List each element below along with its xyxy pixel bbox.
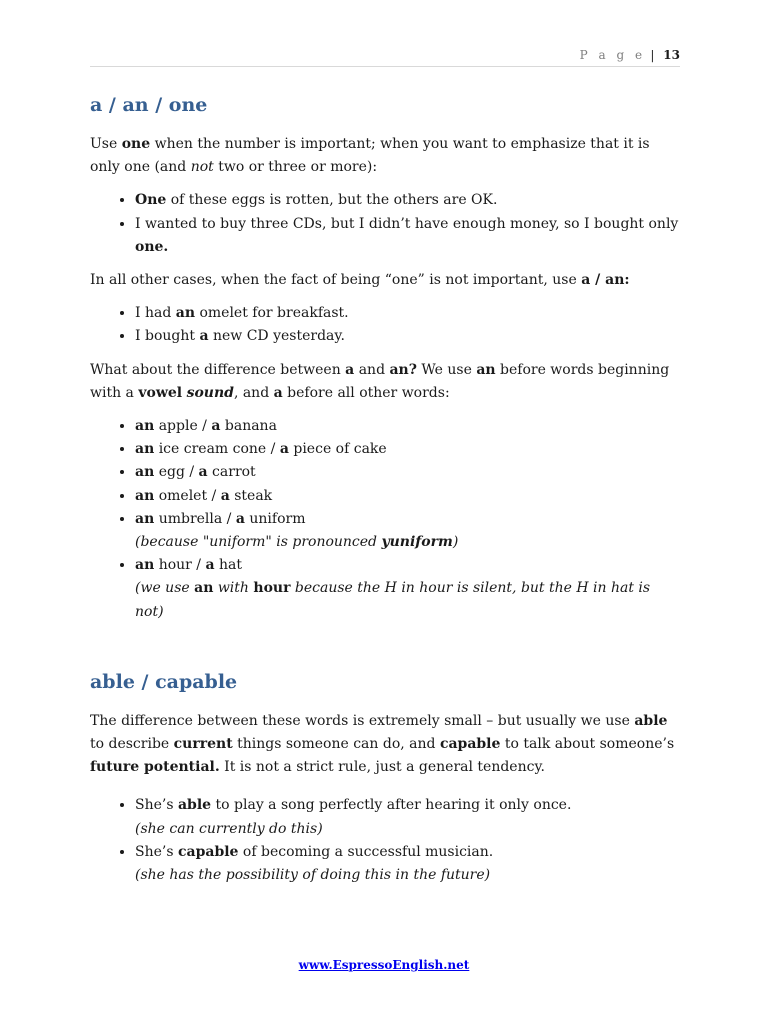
section2-intro: The difference between these words is extremely small – but usually we use able to describe current things someone can do, and capable to talk about someone’s future potential. It is not a strict rule, just a general tendency. [90,712,675,776]
section1-list-a-an [90,302,680,348]
section-title-able-capable: able / capable [90,670,238,693]
website-link[interactable]: www.EspressoEnglish.net [298,958,470,972]
page-separator: | [650,48,655,62]
list-item: • an apple / a banana [135,415,680,438]
list-item: • an umbrella / a uniform (because "uniform" is pronounced yuniform) [135,508,680,554]
section2-list [90,794,680,887]
list-item: • I wanted to buy three CDs, but I didn’t have enough money, so I bought only one. [135,213,680,259]
section1-list-examples [90,415,680,624]
list-item: • One of these eggs is rotten, but the others are OK. [135,189,680,212]
list-item: • I bought a new CD yesterday. [135,325,680,348]
page-content [90,92,680,887]
list-item: • an omelet / a steak [135,485,680,508]
list-item: • an egg / a carrot [135,461,680,484]
list-item: • She’s able to play a song perfectly after hearing it only once. (she can currently do this) [135,794,680,840]
section-title-a-an-one: a / an / one [90,94,208,116]
page-number: 13 [663,48,680,62]
section1-difference: What about the difference between a and an? We use an before words beginning with a vowel sound, and a before all other words: [90,361,670,401]
section1-list-one [90,189,680,259]
list-item: • an ice cream cone / a piece of cake [135,438,680,461]
list-item: • an hour / a hat (we use an with hour because the H in hour is silent, but the H in hat is not) [135,554,680,624]
list-item: • She’s capable of becoming a successful musician. (she has the possibility of doing this in the future) [135,841,680,887]
page-label: P a g e [579,48,646,62]
page-footer [0,958,768,972]
section1-intro: Use one when the number is important; when you want to emphasize that it is only one (and not two or three or more): [90,136,650,176]
section1-other-cases: In all other cases, when the fact of being “one” is not important, use a / an: [90,272,630,289]
list-item: • I had an omelet for breakfast. [135,302,680,325]
page-header [90,46,680,67]
